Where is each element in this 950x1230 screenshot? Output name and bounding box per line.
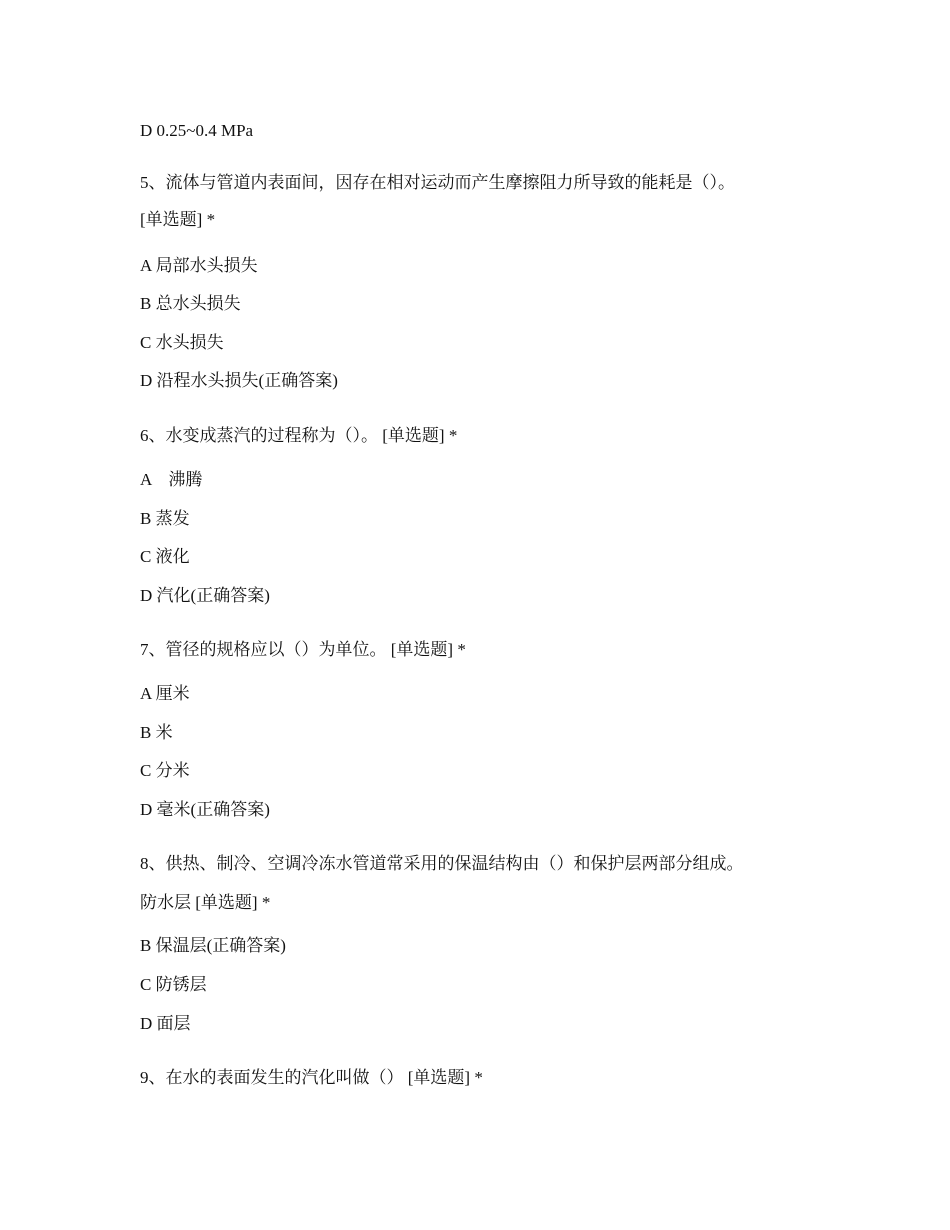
option-b-q7: B 米 <box>140 723 173 742</box>
question-6-text: 6、水变成蒸汽的过程称为（）。 [单选题] * <box>140 426 458 445</box>
question-7-text: 7、管径的规格应以（）为单位。 [单选题] * <box>140 640 466 659</box>
option-a-q5: A 局部水头损失 <box>140 256 258 275</box>
option-c-q6: C 液化 <box>140 547 190 566</box>
question-5-type: [单选题] * <box>140 210 216 229</box>
option-c-q8: C 防锈层 <box>140 975 207 994</box>
question-8-text: 8、供热、制冷、空调冷冻水管道常采用的保温结构由（）和保护层两部分组成。 <box>140 854 744 873</box>
question-8-type: 防水层 [单选题] * <box>140 893 271 912</box>
option-c-q5: C 水头损失 <box>140 333 224 352</box>
option-d-q5: D 沿程水头损失(正确答案) <box>140 371 338 390</box>
option-b-q8: B 保温层(正确答案) <box>140 936 286 955</box>
option-d-q4: D 0.25~0.4 MPa <box>140 121 254 140</box>
option-c-q7: C 分米 <box>140 761 190 780</box>
option-b-q6: B 蒸发 <box>140 509 190 528</box>
option-a-q6: A 沸腾 <box>140 470 203 489</box>
option-d-q7: D 毫米(正确答案) <box>140 800 270 819</box>
question-9-text: 9、在水的表面发生的汽化叫做（） [单选题] * <box>140 1068 483 1087</box>
option-b-q5: B 总水头损失 <box>140 294 241 313</box>
question-5-text: 5、流体与管道内表面间，因存在相对运动而产生摩擦阻力所导致的能耗是（）。 <box>140 173 735 192</box>
option-d-q6: D 汽化(正确答案) <box>140 586 270 605</box>
option-a-q7: A 厘米 <box>140 684 190 703</box>
option-d-q8: D 面层 <box>140 1014 191 1033</box>
